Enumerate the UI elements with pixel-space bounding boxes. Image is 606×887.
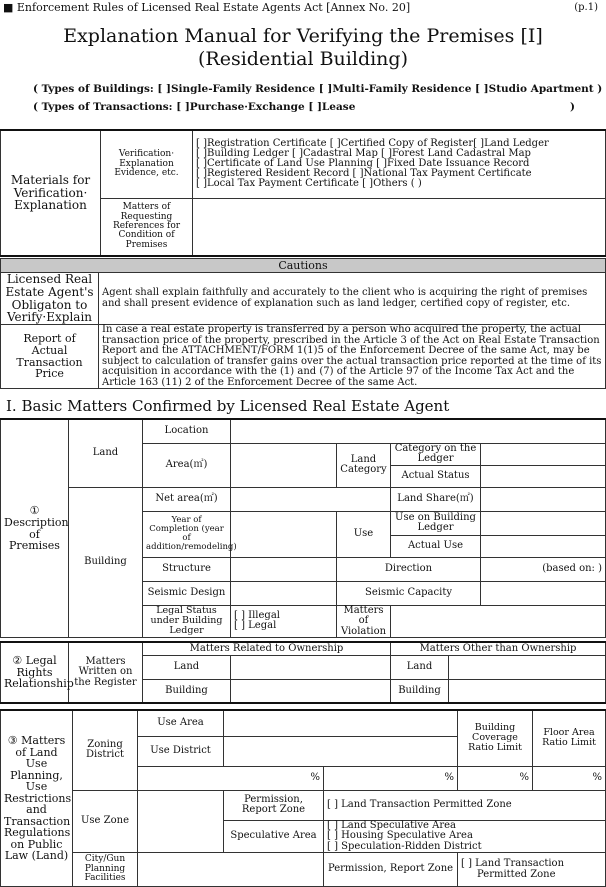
seismic-design-label: Seismic Design [143,581,231,605]
types-of-buildings: ( Types of Buildings: [ ]Single-Family Residence [ ]Multi-Family Residence [ ]Studio Apartment ) [33,83,603,95]
location-field[interactable] [231,419,606,443]
city-planning-field[interactable] [138,853,324,887]
year-completion-label: Year of Completion (year of addition/remodeling) [143,511,231,557]
other-building-field[interactable] [449,679,606,703]
city-planning-label: City/Gun Planning Facilities [73,853,138,887]
net-area-field[interactable] [231,487,391,511]
percent-unit: % [138,766,324,790]
other-ownership-label: Matters Other than Ownership [391,642,606,655]
other-building-label: Building [391,679,449,703]
rights-land-label: Land [143,655,231,679]
permission-label: Permission, Report Zone [224,790,324,820]
landuse-table [0,709,606,887]
types-of-transactions-close: ) [570,101,575,113]
cautions-title: Cautions [1,259,606,273]
use-ledger-label: Use on Building Ledger [391,511,481,535]
based-on-label: (based on: ) [481,557,606,581]
speculation-district-checkbox[interactable]: [ ] Speculation-Ridden District [327,840,482,852]
permitted2-line: Permitted Zone [477,868,556,880]
page-subtitle: (Residential Building) [198,48,408,70]
violation-field[interactable] [391,605,606,638]
other-land-label: Land [391,655,449,679]
legal-status-options [231,605,337,638]
land-category-label: Land Category [337,443,391,487]
coverage-label: Building Coverage Ratio Limit [458,710,533,766]
structure-field[interactable] [231,557,337,581]
structure-label: Structure [143,557,231,581]
use-area-field[interactable] [224,710,458,736]
speculative-options [324,820,606,853]
net-area-label: Net area(㎡) [143,487,231,511]
legal-status-label: Legal Status under Building Ledger [143,605,231,638]
written-label: Matters Written on the Register [69,642,143,703]
land-share-field[interactable] [481,487,606,511]
use-district-label: Use District [138,736,224,766]
request-label: Matters of Requesting References for Condition of Premises [101,198,193,256]
seismic-design-field[interactable] [231,581,337,605]
category-ledger-field[interactable] [481,443,606,465]
zoning-label: Zoning District [73,710,138,790]
landuse-label: ③ Matters of Land Use Planning, Use Restrictions and Transaction Regulations on Public Law (Land) [1,710,73,887]
premises-label: ① Description of Premises [1,419,69,638]
other-land-field[interactable] [449,655,606,679]
ownership-building-field[interactable] [231,679,391,703]
types-of-transactions: ( Types of Transactions: [ ]Purchase·Exchange [ ]Lease [33,101,356,113]
cautions-table [0,258,606,389]
obligation-label: Licensed Real Estate Agent's Obligaton to Verify·Explain [1,273,99,325]
report-label: Report of Actual Transaction Price [1,325,99,389]
evidence-label: Verification· Explanation Evidence, etc. [101,130,193,198]
location-label: Location [143,419,231,443]
page-title: Explanation Manual for Verifying the Premises [I] [63,25,543,47]
rights-building-label: Building [143,679,231,703]
rights-label: ② Legal Rights Relationship [1,642,69,703]
violation-label: Matters of Violation [337,605,391,638]
land-label: Land [69,419,143,487]
evidence-line[interactable]: [ ]Local Tax Payment Certificate [ ]Others ( ) [196,178,422,190]
floor-area-field: % [533,766,606,790]
actual-status-field[interactable] [481,465,606,487]
floor-area-label: Floor Area Ratio Limit [533,710,606,766]
page-number: (p.1) [574,2,598,13]
report-text: In case a real estate property is transferred by a person who acquired the property, the actual transaction price of the property, prescribed in the Article 3 of the Act on Real Estate Transaction Report and the ATTACHMENT/FORM 1(1)5 of the Enforcement Decree of the same Act, may be subject to calculation of transfer gains over the actual transaction price reported at the time of its acquisition in accordance with the (1) and (7) of the Article 97 of the Income Tax Act and the Article 163 (11) 2 of the Enforcement Decree of the same Act. [99,325,606,389]
materials-table [0,129,606,257]
actual-use-label: Actual Use [391,535,481,557]
actual-status-label: Actual Status [391,465,481,487]
category-ledger-label: Category on the Ledger [391,443,481,465]
materials-label: Materials for Verification· Explanation [1,130,101,256]
permitted-zone-checkbox-2[interactable] [458,853,606,887]
evidence-line[interactable]: [ ]Registered Resident Record [ ]National Tax Payment Certificate [196,168,532,180]
area-field[interactable] [231,443,337,487]
area-label: Area(㎡) [143,443,231,487]
use-label: Use [337,511,391,557]
illegal-checkbox[interactable]: [ ] Illegal [234,609,280,621]
evidence-line[interactable]: [ ]Building Ledger [ ]Cadastral Map [ ]Forest Land Cadastral Map [196,148,531,160]
seismic-capacity-label: Seismic Capacity [337,581,481,605]
use-zone-label: Use Zone [73,790,138,853]
evidence-checklist [193,130,606,198]
use-area-label: Use Area [138,710,224,736]
permitted2-line: [ ] Land Transaction [461,858,565,869]
legal-checkbox[interactable]: [ ] Legal [234,620,277,632]
use-district-field[interactable] [224,736,458,766]
request-field[interactable] [193,198,606,256]
section-title: I. Basic Matters Confirmed by Licensed Real Estate Agent [6,397,450,415]
premises-table [0,418,606,638]
land-speculative-checkbox[interactable]: [ ] Land Speculative Area [327,819,456,831]
actual-use-field[interactable] [481,535,606,557]
building-label: Building [69,487,143,638]
seismic-capacity-field[interactable] [481,581,606,605]
evidence-line[interactable]: [ ]Registration Certificate [ ]Certified Copy of Register[ ]Land Ledger [196,138,549,150]
use-zone-field[interactable] [138,790,224,853]
obligation-text: Agent shall explain faithfully and accurately to the client who is acquiring the right of premises and shall present evidence of explanation such as land ledger, certified copy of register, etc. [99,273,606,325]
use-ledger-field[interactable] [481,511,606,535]
year-completion-field[interactable] [231,511,337,557]
ownership-label: Matters Related to Ownership [143,642,391,655]
percent-unit: % [324,766,458,790]
land-share-label: Land Share(㎡) [391,487,481,511]
evidence-line[interactable]: [ ]Certificate of Land Use Planning [ ]Fixed Date Issuance Record [196,158,530,170]
permission2-label: Permission, Report Zone [324,853,458,887]
speculative-label: Speculative Area [224,820,324,853]
housing-speculative-checkbox[interactable]: [ ] Housing Speculative Area [327,830,473,841]
permitted-zone-checkbox[interactable]: [ ] Land Transaction Permitted Zone [324,790,606,820]
ownership-land-field[interactable] [231,655,391,679]
coverage-field: % [458,766,533,790]
rights-table [0,641,606,704]
direction-label: Direction [337,557,481,581]
law-reference: ■ Enforcement Rules of Licensed Real Estate Agents Act [Annex No. 20] [3,1,411,14]
